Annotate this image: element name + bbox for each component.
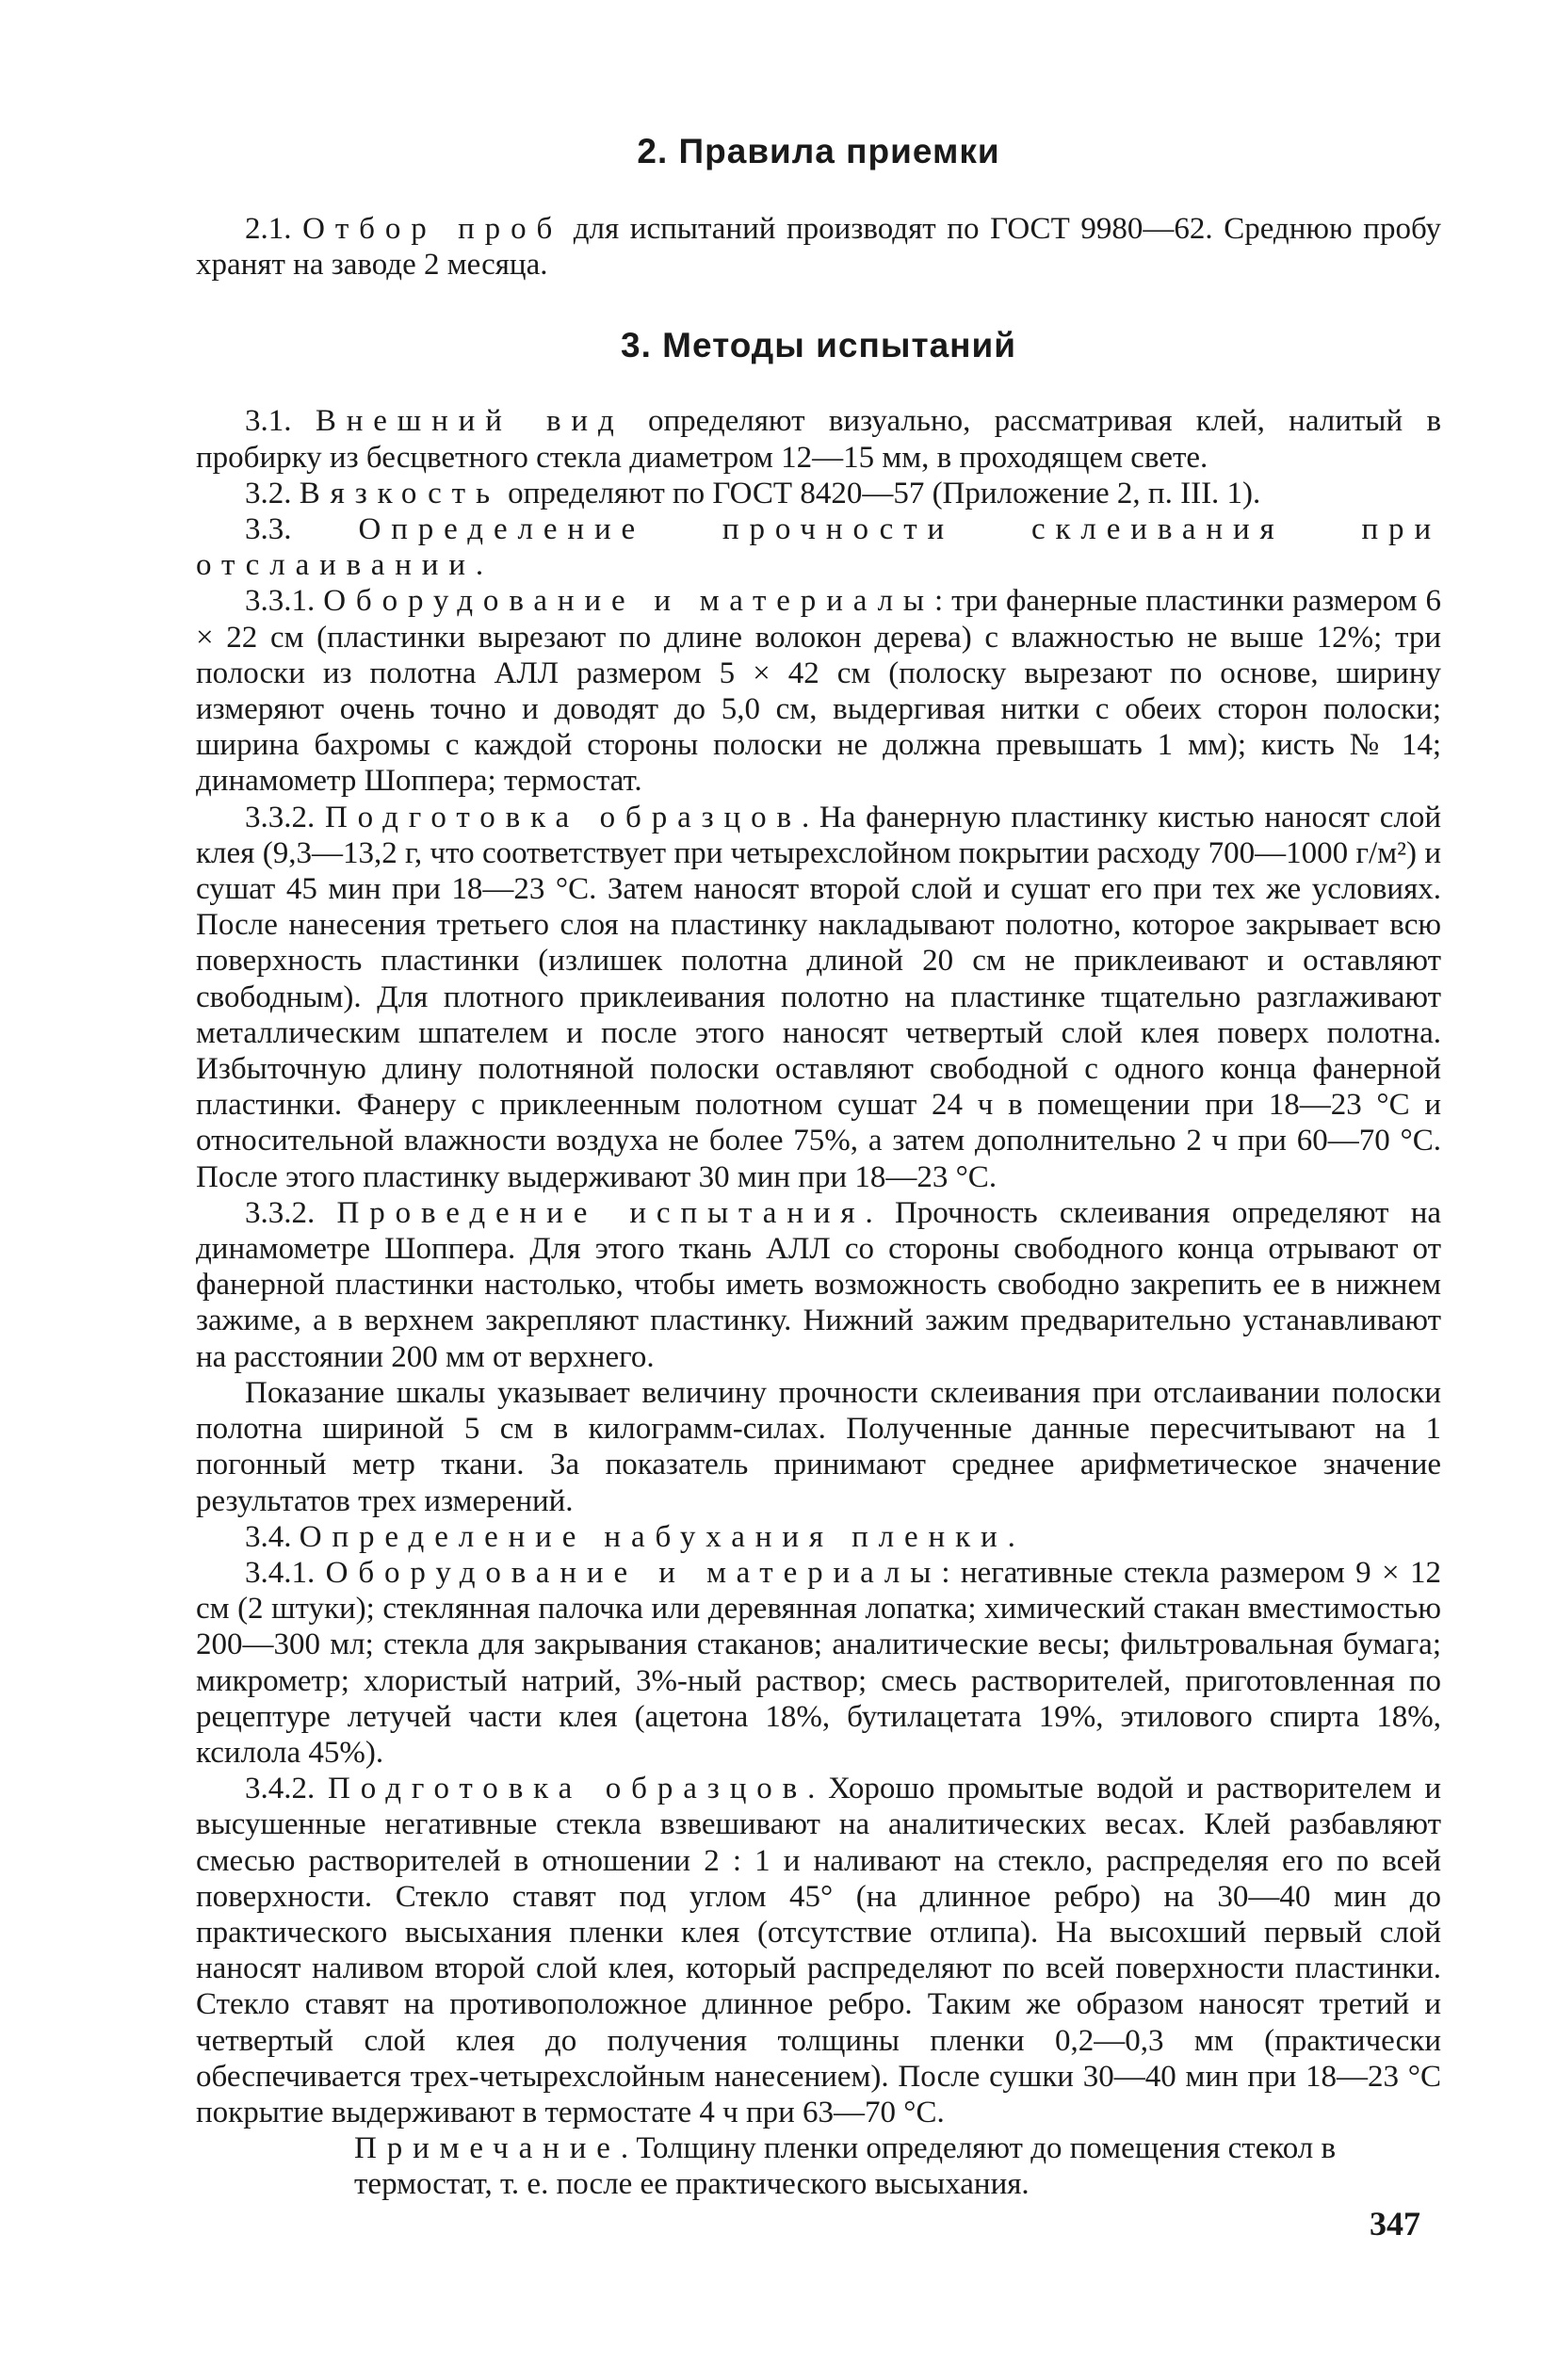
spaced-term: Определение набухания пленки. <box>299 1519 1026 1554</box>
paragraph-3-4-2 <box>196 1771 1441 2130</box>
paragraph-scale-reading: Показание шкалы указывает величину прочности склеивания при отслаивании полоски полотна шириной 5 см в килограмм-силах. Полученные данные пересчитывают на 1 погонный метр ткани. За показатель принимают среднее арифметическое значение результатов трех измерений. <box>196 1375 1441 1518</box>
paragraph-text: определяют визуально, рассматривая клей, налитый в пробирку из бесцветного стекла диаметром 12—15 мм, в проходящем свете. <box>196 404 1442 475</box>
clause-number: 3.3.2. <box>245 800 316 834</box>
clause-number: 3.4.1. <box>245 1555 316 1590</box>
clause-number: 3.3.2. <box>245 1195 316 1230</box>
spaced-term: Оборудование и материалы <box>323 584 934 619</box>
spaced-term: Вязкость <box>299 476 500 510</box>
spaced-term: Оборудование и материалы <box>325 1555 942 1590</box>
paragraph-text: определяют по ГОСТ 8420—57 (Приложение 2, п. III. 1). <box>499 476 1261 510</box>
paragraph-text: . Хорошо промытые водой и растворителем и высушенные негативные стекла взвешивают на аналитических весах. Клей разбавляют смесью растворителей в отношении 2 : 1 и наливают на стекло, распределяя его по всей поверхности. Стекло ставят под углом 45° (на длинное ребро) на 30—40 мин до практического высыхания пленки клея (отсутствие отлипа). На высохший первый слой наносят наливом второй слой клея, который распределяют по всей поверхности пластинки. Стекло ставят на противоположное длинное ребро. Таким же образом наносят третий и четвертый слой клея до получения толщины пленки 0,2—0,3 мм (практически обеспечивается трех-четырехслойным нанесением). После сушки 30—40 мин при 18—23 °С покрытие выдерживают в термостате 4 ч при 63—70 °С. <box>196 1772 1442 2129</box>
page-number: 347 <box>1370 2205 1420 2242</box>
clause-number: 3.4. <box>245 1519 292 1554</box>
clause-number: 3.3.1. <box>245 584 316 619</box>
paragraph-3-3-2-testing <box>196 1195 1441 1375</box>
section-3-heading: 3. Методы испытаний <box>621 326 1016 365</box>
clause-number: 3.4.2. <box>245 1772 316 1806</box>
spaced-term: Подготовка образцов <box>328 1772 808 1806</box>
clause-number: 3.1. <box>245 404 292 439</box>
section-2-heading: 2. Правила приемки <box>637 132 1000 170</box>
clause-number: 2.1. <box>245 212 292 246</box>
note-text: . Толщину пленки определяют до помещения стекол в термостат, т. е. после ее практического высыхания. <box>354 2131 1337 2202</box>
document-page <box>196 132 1441 2203</box>
paragraph-3-1 <box>196 403 1441 475</box>
paragraph-text: . На фанерную пластинку кистью наносят слой клея (9,3—13,2 г, что соответствует при четырехслойном покрытии расходу 700—1000 г/м²) и сушат 45 мин при 18—23 °С. Затем наносят второй слой и сушат его при тех же условиях. После нанесения третьего слоя на пластинку накладывают полотно, которое закрывает всю поверхность пластинки (излишек полотна длиной 20 см не приклеивают и оставляют свободным). Для плотного приклеивания полотно на пластинке тщательно разглаживают металлическим шпателем и после этого наносят четвертый слой клея поверх полотна. Избыточную длину полотняной полоски оставляют свободной с одного конца фанерной пластинки. Фанеру с приклеенным полотном сушат 24 ч в помещении при 18—23 °С и относительной влажности воздуха не более 75%, а затем дополнительно 2 ч при 60—70 °С. После этого пластинку выдерживают 30 мин при 18—23 °С. <box>196 800 1441 1194</box>
spaced-term: Определение прочности склеивания при отслаивании. <box>196 512 1441 583</box>
paragraph-3-3 <box>196 511 1441 583</box>
spaced-term: Внешний вид <box>315 404 624 439</box>
spaced-term: Отбор проб <box>302 212 563 246</box>
spaced-term: Подготовка образцов <box>324 800 802 834</box>
paragraph-2-1 <box>196 211 1441 283</box>
paragraph-3-3-1 <box>196 583 1441 799</box>
paragraph-text: : три фанерные пластинки размером 6 × 22 см (пластинки вырезают по длине волокон дерева) с влажностью не выше 12%; три полоски из полотна АЛЛ размером 5 × 42 см (полоску вырезают по основе, ширину измеряют очень точно и доводят до 5,0 см, выдергивая нитки с обеих сторон полоски; ширина бахромы с каждой стороны полоски не должна превышать 1 мм); кисть № 14; динамометр Шоппера; термостат. <box>196 584 1442 799</box>
clause-number: 3.3. <box>245 512 292 547</box>
paragraph-3-3-2-preparation <box>196 800 1441 1195</box>
paragraph-text: . Прочность склеивания определяют на динамометре Шоппера. Для этого ткань АЛЛ со стороны свободного конца отрывают от фанерной пластинки настолько, чтобы иметь возможность свободно закрепить ее в нижнем зажиме, а в верхнем закрепляют пластинку. Нижний зажим предварительно устанавливают на расстоянии 200 мм от верхнего. <box>196 1195 1442 1374</box>
paragraph-3-4 <box>196 1519 1441 1555</box>
note-paragraph <box>196 2130 1441 2202</box>
paragraph-3-4-1 <box>196 1555 1441 1771</box>
spaced-term: Проведение испытания <box>336 1195 866 1230</box>
paragraph-text: : негативные стекла размером 9 × 12 см (2 штуки); стеклянная палочка или деревянная лопатка; химический стакан вместимостью 200—300 мл; стекла для закрывания стаканов; аналитические весы; фильтровальная бумага; микрометр; хлористый натрий, 3%-ный раствор; смесь растворителей, приготовленная по рецептуре летучей части клея (ацетона 18%, бутилацетата 19%, этилового спирта 18%, ксилола 45%). <box>196 1555 1442 1770</box>
paragraph-3-2 <box>196 476 1441 511</box>
paragraph-text: для испытаний производят по ГОСТ 9980—62. Среднюю пробу хранят на заводе 2 месяца. <box>196 212 1441 283</box>
clause-number: 3.2. <box>245 476 292 510</box>
note-label: Примечание <box>354 2131 621 2166</box>
